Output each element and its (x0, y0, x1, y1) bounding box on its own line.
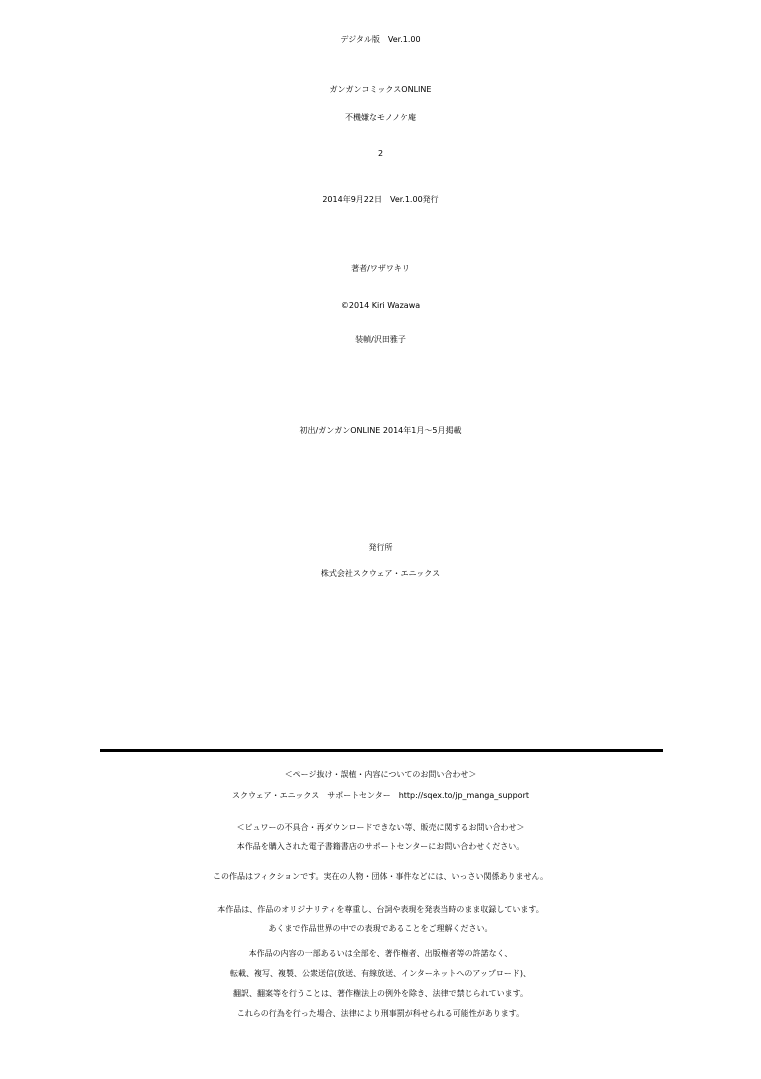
publication-date: 2014年9月22日 Ver.1.00発行 (322, 195, 439, 204)
copyright-notice-2: 転載、複写、複製、公衆送信(放送、有線放送、インターネットへのアップロード)、 (230, 969, 531, 978)
publisher-name: 株式会社スクウェア・エニックス (320, 569, 441, 578)
originality-notice-2: あくまで作品世界の中での表現であることをご理解ください。 (268, 924, 493, 933)
viewer-inquiry-text: 本作品を購入された電子書籍書店のサポートセンターにお問い合わせください。 (236, 842, 525, 851)
copyright-notice-1: 本作品の内容の一部あるいは全部を、著作権者、出版権者等の許諾なく、 (248, 949, 513, 958)
first-appearance: 初出/ガンガンONLINE 2014年1月～5月掲載 (299, 426, 462, 435)
copyright-notice-4: これらの行為を行った場合、法律により刑事罰が科せられる可能性があります。 (236, 1009, 525, 1018)
originality-notice-1: 本作品は、作品のオリジナリティを尊重し、台詞や表現を発表当時のまま収録しています。 (217, 905, 544, 914)
defect-inquiry-heading: ＜ページ抜け・誤植・内容についてのお問い合わせ＞ (284, 770, 477, 779)
series-label: ガンガンコミックスONLINE (329, 85, 432, 94)
book-title: 不機嫌なモノノケ庵 (344, 113, 417, 122)
author-credit: 著者/ワザワキリ (351, 264, 410, 273)
copyright-notice-3: 翻訳、翻案等を行うことは、著作権法上の例外を除き、法律で禁じられています。 (232, 989, 529, 998)
publisher-label: 発行所 (368, 543, 393, 552)
support-center-line: スクウェア・エニックス サポートセンター http://sqex.to/jp_manga_support (231, 791, 530, 800)
section-divider (100, 749, 663, 752)
copyright-credit: ©2014 Kiri Wazawa (340, 301, 421, 310)
volume-number: 2 (377, 149, 384, 158)
design-credit: 装幀/沢田雅子 (355, 335, 406, 344)
viewer-inquiry-heading: ＜ビュワーの不具合・再ダウンロードできない等、販売に関するお問い合わせ＞ (236, 823, 525, 832)
fiction-notice: この作品はフィクションです。実在の人物・団体・事件などには、いっさい関係ありません。 (212, 872, 549, 881)
edition-line: デジタル版 Ver.1.00 (340, 35, 421, 44)
